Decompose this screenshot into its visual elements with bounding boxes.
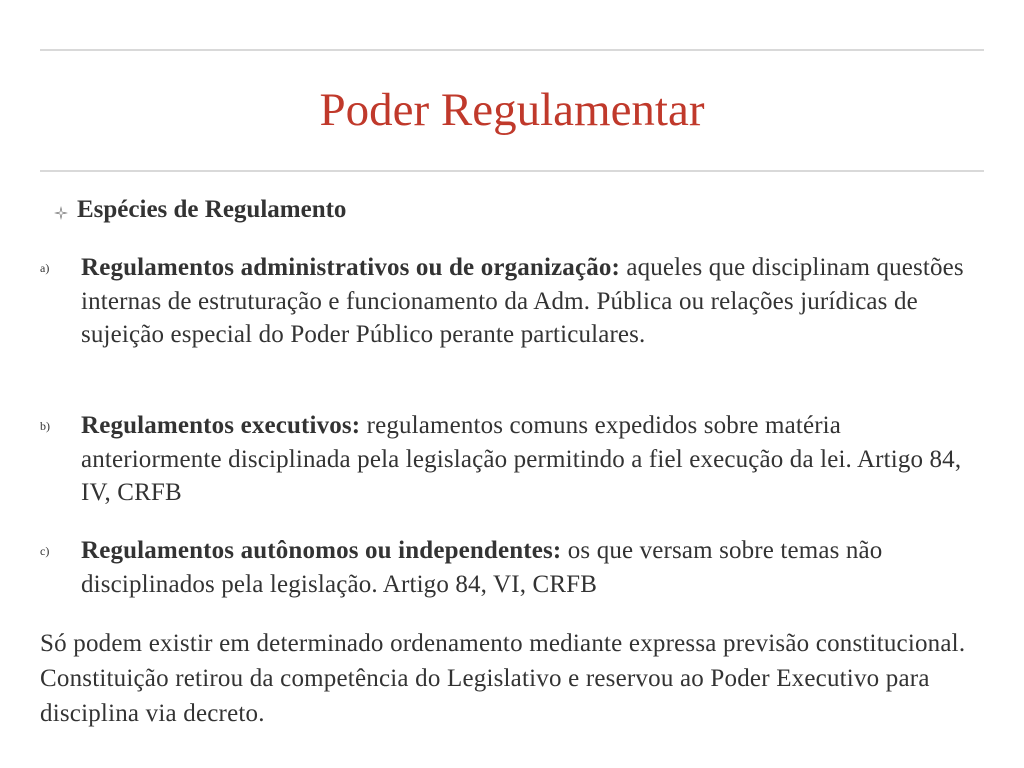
list-marker: a) <box>40 261 50 275</box>
list-item-description: aqueles que disciplinam questões internas de estruturação e funcionamento da Adm. Pública ou relações jurídicas de sujeição especial do Poder Público perante particulares. <box>81 254 964 348</box>
list-item-text <box>81 409 984 510</box>
slide-title: Poder Regulamentar <box>319 84 705 136</box>
list-item-text <box>81 251 984 352</box>
list-item-term: Regulamentos executivos: <box>81 412 361 439</box>
section-heading <box>40 192 984 228</box>
list-marker: b) <box>40 419 50 433</box>
list-item-term: Regulamentos administrativos ou de organização: <box>81 254 620 281</box>
closing-paragraph: Só podem existir em determinado ordenamento mediante expressa previsão constitucional. Constituição retirou da competência do Legislativo e reservou ao Poder Executivo para disciplina via decreto. <box>40 630 966 727</box>
list-item-text <box>81 534 984 601</box>
list-item-description: os que versam sobre temas não disciplinados pela legislação. Artigo 84, VI, CRFB <box>81 537 883 598</box>
list-item <box>40 251 984 352</box>
list-item-term: Regulamentos autônomos ou independentes: <box>81 537 562 564</box>
section-heading-text: Espécies de Regulamento <box>77 196 347 223</box>
list-item <box>40 409 984 510</box>
diamond-bullet-icon <box>54 205 68 219</box>
title-divider <box>40 170 984 172</box>
list-marker: c) <box>40 544 50 558</box>
list-item-description: regulamentos comuns expedidos sobre matéria anteriormente disciplinada pela legislação permitindo a fiel execução da lei. Artigo 84, IV, CRFB <box>81 412 962 506</box>
list-item <box>40 534 984 601</box>
top-divider <box>40 49 984 51</box>
